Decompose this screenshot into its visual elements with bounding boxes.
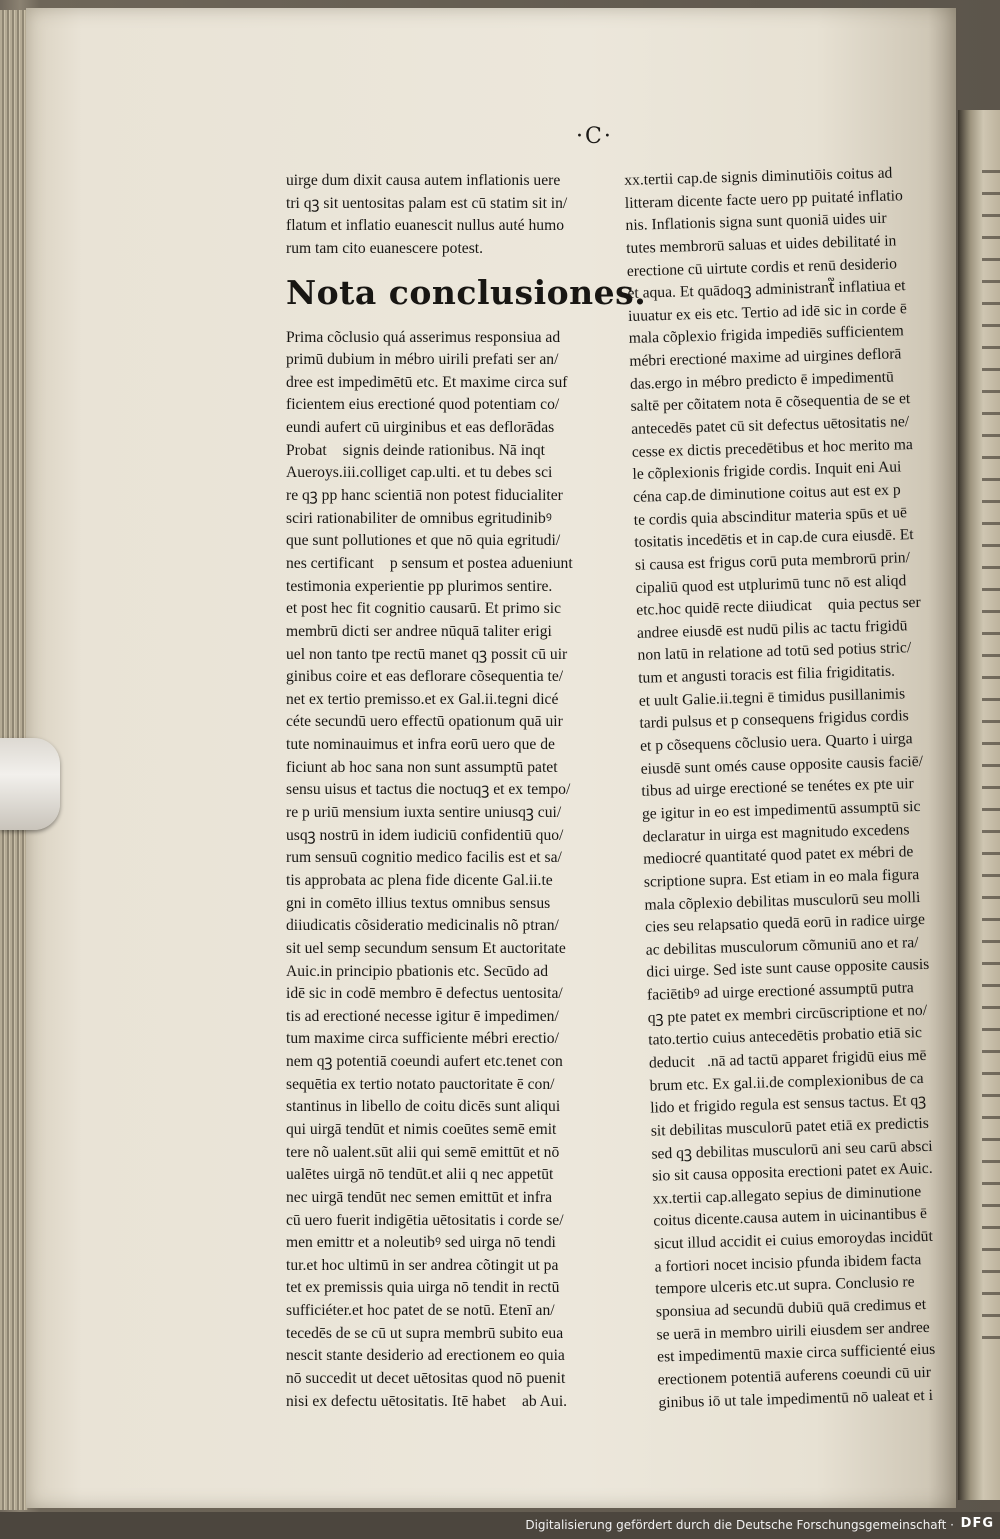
footer-credit-text: Digitalisierung gefördert durch die Deutsche Forschungsgemeinschaft ·	[525, 1518, 954, 1532]
text-line: sit uel semp secundum sensum Et auctoritate	[286, 939, 566, 957]
text-line: tum maxime circa sufficiente mébri erectio/	[286, 1030, 559, 1048]
text-line: tato.tertio cuius antecedētis probatio etiā sic	[648, 1024, 923, 1050]
text-line: si causa est frigus corū puta membrorū prin/	[634, 549, 911, 574]
text-line: te cordis quia abscinditur materia spūs et uē	[633, 503, 908, 529]
text-line: a fortiori nocet incisio pfunda ibidem facta	[654, 1250, 922, 1276]
text-line: tardi pulsus et p consequens frigidus cordis	[639, 707, 909, 733]
signature-mark: ·C·	[576, 124, 613, 149]
text-line: eiusdē sunt omés cause opposite causis faciē/	[640, 752, 924, 778]
text-line: xx.tertii cap.de signis diminutiōis coitus ad	[624, 164, 893, 189]
text-line: cū uero fuerit indigētia uētositatis i corde se/	[286, 1211, 564, 1229]
text-line: ualētes uirgā nō tendūt.et alii q nec appetūt	[286, 1166, 554, 1184]
text-line: qꝫ pte patet ex membri circūscriptione et no/	[647, 1001, 928, 1027]
text-line: se uerā in membro uirili eiusdem ser andree	[656, 1318, 930, 1344]
text-line: Aueroys.iii.colliget cap.ulti. et tu debes sci	[286, 464, 553, 482]
text-line: et p cõsequens cõclusio uera. Quarto i uirga	[639, 730, 913, 755]
text-line: idē sic in codē membro ē defectus uentosita/	[286, 985, 563, 1003]
left-lines-after-heading	[286, 327, 610, 1414]
text-line: dree est impedimētū etc. Et maxime circa suf	[286, 373, 568, 391]
text-line: tute nominauimus et infra eorū uero que de	[286, 736, 555, 754]
text-line: deducit᷑.nā ad tactū apparet frigidū eius mē	[648, 1046, 927, 1072]
text-line: tempore ulceris etc.ut supra. Conclusio re	[655, 1273, 915, 1298]
text-line: nō succedit ut decet uētositas quod nō puenit	[286, 1370, 566, 1388]
text-line: iuuatur ex eis etc. Tertio ad idē sic in corde ē	[627, 300, 907, 325]
text-line: tur.et hoc ultimū in ser andrea cõtingit ut pa	[286, 1256, 559, 1274]
text-line: nec uirgā tendūt nec semen emittūt et infra	[286, 1188, 553, 1206]
text-line: xx.tertii cap.allegato sepius de diminutione	[652, 1182, 922, 1208]
facing-page-text-shadow	[982, 170, 1000, 1350]
text-line: litteram dicente facte uero pp puitaté inflatio	[624, 186, 904, 212]
text-line: Probat᷑ signis deinde rationibus. Nā inqt	[286, 441, 546, 459]
text-line: le cõplexionis frigide cordis. Inquit eni Aui	[632, 458, 902, 484]
text-line: coitus dicente.causa autem in uicinantibus ē	[653, 1205, 928, 1231]
text-line: sequētia ex tertio notato pauctoritate ē con/	[286, 1075, 555, 1093]
text-line: sed qꝫ debilitas musculorū ani seu carū absci	[651, 1137, 933, 1163]
text-line: saltē per cõitatem nota ē cõsequentia de se et	[630, 390, 911, 416]
text-line: cesse ex dictis precedētibus et hoc merito ma	[631, 435, 914, 461]
text-line: nisi ex defectu uētositatis. Itē habet᷑ ab Aui.	[286, 1392, 568, 1410]
text-line: ac debilitas musculorum cõmuniū ano et ra/	[645, 933, 919, 959]
text-line: nem qꝫ potentiā coeundi aufert etc.tenet con	[286, 1053, 563, 1071]
right-text-column	[624, 161, 975, 1415]
text-line: usqꝫ nostrū in idem iudiciū confidentiū quo/	[286, 826, 564, 844]
text-line: net ex tertio premisso.et ex Gal.ii.tegni dicé	[286, 690, 559, 708]
text-line: uirge dum dixit causa autem inflationis uere	[286, 172, 561, 189]
text-line: sciri rationabiliter de omnibus egritudinibꝰ	[286, 509, 552, 527]
book-clip	[0, 738, 60, 830]
dfg-logo: DFG	[960, 1516, 994, 1531]
text-line: das.ergo in mébro predicto ē impedimentū	[629, 368, 894, 393]
text-line: cipaliū quod est utplurimū tunc nō est aliqd	[635, 571, 907, 597]
text-line: mediocré quantitaté quod patet ex mébri de	[643, 843, 914, 868]
text-line: et aqua. Et quādoqꝫ administrant᷑ inflatiua et	[627, 277, 906, 303]
text-line: sit debilitas musculorū patet etiā ex predictis	[650, 1114, 929, 1140]
text-line: mala cõplexio debilitas musculorū seu molli	[644, 888, 921, 914]
text-line: et uult Galie.ii.tegni ē timidus pusillanimis	[638, 685, 906, 710]
text-line: re qꝫ pp hanc scientiā non potest fiducialiter	[286, 487, 563, 505]
text-line: nes certificant᷑ p sensum et postea adueniunt	[286, 554, 573, 572]
text-line: gni in comēto illius textus omnibus sensus	[286, 894, 551, 912]
left-text-column	[286, 170, 647, 1413]
text-line: non latū in relatione ad totū sed potius stric/	[637, 639, 912, 665]
text-line: est impedimentū maxie circa sufficienté eius	[656, 1341, 936, 1366]
text-line: brum etc. Ex gal.ii.de complexionibus de ca	[649, 1069, 924, 1095]
text-line: tis ad erectioné necesse igitur ē impedimen/	[286, 1007, 559, 1025]
text-line: membrū dicti ser andree nūquā taliter erigi᷑	[286, 622, 564, 640]
text-line: tet ex premissis quia uirga nō tendit in rectū	[286, 1279, 560, 1297]
text-line: ficientem eius erectioné quod potentiam co/	[286, 396, 560, 414]
text-line: mala cõplexio frigida impediēs sufficientem	[628, 322, 904, 348]
text-line: lido et frigido regula est sensus tactus. Et qꝫ	[649, 1092, 927, 1117]
text-line: ginibus iō ut tale impedimentū nō ualeat et i	[658, 1386, 934, 1412]
text-line: faciētibꝰ ad uirge erectioné assumptū putra	[646, 979, 914, 1004]
text-line: sio sit causa opposita erectioni patet ex Auic.	[651, 1159, 933, 1185]
section-heading: Nota conclusiones.	[286, 272, 647, 312]
text-line: que sunt pollutiones et que nō quia egritudi/	[286, 532, 561, 550]
text-line: erectione cū uirtute cordis et renū desiderio	[626, 254, 898, 280]
text-line: stantinus in libello de coitu dicēs sunt aliqui	[286, 1098, 561, 1116]
text-line: rum tam cito euanescere potest.	[286, 239, 484, 257]
text-line: primū dubium in mébro uirili prefati ser an/	[286, 351, 559, 369]
text-line: andree eiusdē est nudū pilis ac tactu frigidū	[636, 617, 908, 642]
text-line: flatum et inflatio euanescit nullus auté humo	[286, 217, 565, 235]
text-line: dici uirge. Sed iste sunt cause opposite causis	[646, 956, 930, 982]
text-line: uel non tanto tpe rectū manet qꝫ possit cū uir	[286, 645, 568, 663]
text-line: testimonia experientie pp plurimos sentire.	[286, 577, 553, 595]
text-line: céte secundū uero effectū opationum quā uir	[286, 713, 563, 731]
text-line: mébri erectioné maxime ad uirgines deflorā	[629, 345, 902, 371]
text-line: scriptione supra. Est etiam in eo mala figura	[643, 865, 920, 891]
text-line: cies seu relapsatio quedā eorū in radice uirge	[644, 911, 926, 936]
text-line: ficiunt ab hoc sana non sunt assumptū patet	[286, 758, 558, 776]
text-line: céna cap.de diminutione coitus aut est ex p	[632, 481, 901, 506]
text-line: sufficiéter.et hoc patet de se notū. Etenī an/	[286, 1302, 555, 1320]
text-line: tum et angusti toracis est filia frigiditatis.	[637, 662, 896, 687]
text-line: tis approbata ac plena fide dicente Gal.ii.te	[286, 871, 553, 889]
text-line: diiudicatis cõsideratio medicinalis nõ ptran/	[286, 917, 559, 935]
text-line: et post hec fit cognitio causarū. Et primo sic	[286, 600, 561, 618]
text-line: eundi aufert cū uirginibus et eas deflorādas	[286, 419, 555, 437]
text-line: men emittr et a noleutibꝰ sed uirga nō tendi	[286, 1234, 556, 1252]
left-lines-before-heading	[286, 170, 610, 261]
text-line: nescit stante desiderio ad erectionem eo quia	[286, 1347, 565, 1365]
text-line: etc.hoc quidē recte diiudicat᷑ quia pectus ser	[636, 594, 921, 619]
text-line: erectionem potentiā auferens coeundi cū uir	[657, 1363, 932, 1389]
text-line: antecedēs patet cū sit defectus uētositatis ne/	[631, 413, 910, 438]
text-line: tibus ad uirge erectioné se tenétes ex pte uir	[641, 775, 915, 801]
text-line: sicut illud accidit ei cuius emoroydas incidūt	[653, 1227, 934, 1253]
text-line: tecedēs de se cū ut supra membrū subito eua	[286, 1324, 564, 1342]
text-line: nis. Inflationis signa sunt quoniā uides uir	[625, 209, 887, 235]
text-line: sponsiua ad secundū dubiū quā credimus et	[655, 1296, 927, 1321]
text-line: tri qꝫ sit uentositas palam est cū statim sit in/	[286, 194, 568, 212]
text-line: rum sensuū cognitio medico facilis est et sa/	[286, 849, 562, 867]
text-line: declaratur in uirga est magnitudo excedens	[642, 820, 910, 846]
text-line: qui uirgā tendūt et nimis coeūtes semē emit	[286, 1120, 557, 1138]
text-line: re p uriū mensium iuxta sentire uniusqꝫ cui/	[286, 804, 562, 822]
text-line: tositatis incedētis et in cap.de cura eiusdē. Et	[634, 526, 914, 552]
text-line: Prima cõclusio quá asserimus responsiua ad	[286, 328, 561, 346]
text-line: Auic.in principio pbationis etc. Secūdo ad	[286, 962, 549, 980]
text-line: ginibus coire et eas deflorare cõsequentia te/	[286, 668, 564, 686]
text-line: sensu uisus et tactus die noctuqꝫ et ex tempo/	[286, 781, 571, 799]
text-line: ge igitur in eo est impedimentū assumptū sic	[641, 797, 921, 823]
text-line: tere nõ ualent.sūt alii qui semē emittūt et nō	[286, 1143, 560, 1161]
text-line: tutes membrorū saluas et uides debilitaté in	[625, 232, 897, 257]
